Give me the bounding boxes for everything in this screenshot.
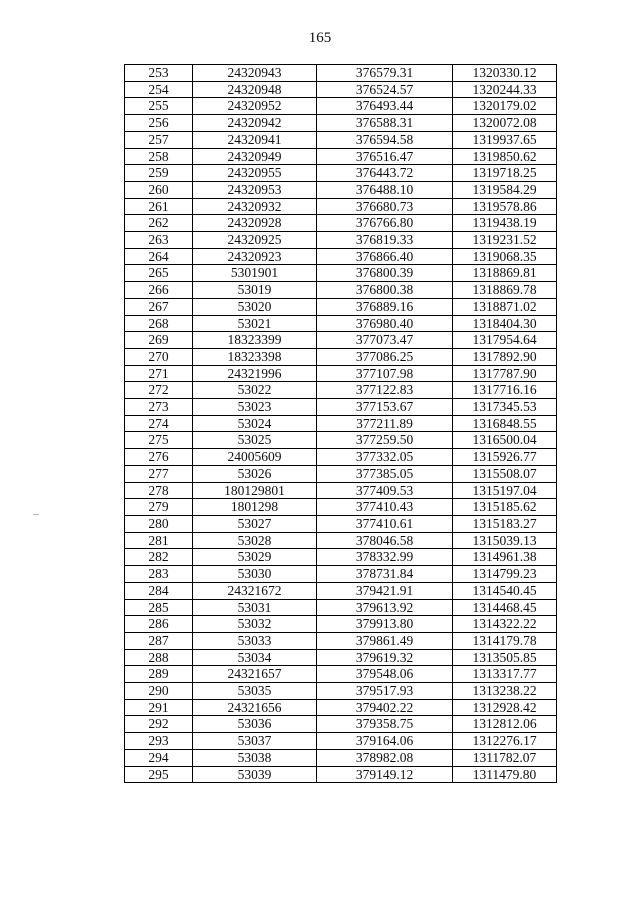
table-row — [125, 165, 557, 182]
point-id-cell: 53023 — [193, 399, 317, 416]
row-index-cell: 254 — [125, 81, 193, 98]
coordinate-x-cell: 376866.40 — [317, 248, 453, 265]
point-id-cell: 180129801 — [193, 482, 317, 499]
table-row — [125, 181, 557, 198]
coordinates-table — [124, 64, 557, 783]
table-row — [125, 566, 557, 583]
coordinate-x-cell: 376766.80 — [317, 215, 453, 232]
row-index-cell: 257 — [125, 131, 193, 148]
row-index-cell: 283 — [125, 566, 193, 583]
table-row — [125, 532, 557, 549]
table-row — [125, 131, 557, 148]
point-id-cell: 24320949 — [193, 148, 317, 165]
coordinate-x-cell: 379402.22 — [317, 699, 453, 716]
coordinate-y-cell: 1319584.29 — [453, 181, 557, 198]
row-index-cell: 276 — [125, 449, 193, 466]
table-row — [125, 415, 557, 432]
row-index-cell: 286 — [125, 616, 193, 633]
point-id-cell: 53021 — [193, 315, 317, 332]
coordinate-x-cell: 378046.58 — [317, 532, 453, 549]
coordinate-y-cell: 1320179.02 — [453, 98, 557, 115]
coordinate-y-cell: 1320244.33 — [453, 81, 557, 98]
row-index-cell: 274 — [125, 415, 193, 432]
coordinate-x-cell: 377073.47 — [317, 332, 453, 349]
point-id-cell: 1801298 — [193, 499, 317, 516]
coordinate-y-cell: 1319578.86 — [453, 198, 557, 215]
table-row — [125, 482, 557, 499]
table-row — [125, 115, 557, 132]
point-id-cell: 53026 — [193, 465, 317, 482]
table-row — [125, 65, 557, 82]
row-index-cell: 290 — [125, 683, 193, 700]
table-row — [125, 282, 557, 299]
row-index-cell: 258 — [125, 148, 193, 165]
coordinate-y-cell: 1319231.52 — [453, 232, 557, 249]
table-row — [125, 399, 557, 416]
table-row — [125, 499, 557, 516]
coordinate-x-cell: 377086.25 — [317, 348, 453, 365]
point-id-cell: 53035 — [193, 683, 317, 700]
row-index-cell: 273 — [125, 399, 193, 416]
row-index-cell: 270 — [125, 348, 193, 365]
coordinate-x-cell: 376800.38 — [317, 282, 453, 299]
point-id-cell: 53030 — [193, 566, 317, 583]
row-index-cell: 256 — [125, 115, 193, 132]
coordinate-y-cell: 1320072.08 — [453, 115, 557, 132]
table-row — [125, 616, 557, 633]
table-row — [125, 699, 557, 716]
coordinate-y-cell: 1315039.13 — [453, 532, 557, 549]
row-index-cell: 262 — [125, 215, 193, 232]
point-id-cell: 53024 — [193, 415, 317, 432]
point-id-cell: 53019 — [193, 282, 317, 299]
coordinate-x-cell: 379861.49 — [317, 632, 453, 649]
point-id-cell: 24320948 — [193, 81, 317, 98]
coordinate-y-cell: 1312812.06 — [453, 716, 557, 733]
coordinate-x-cell: 378332.99 — [317, 549, 453, 566]
point-id-cell: 24320932 — [193, 198, 317, 215]
point-id-cell: 24321656 — [193, 699, 317, 716]
table-row — [125, 348, 557, 365]
table-row — [125, 148, 557, 165]
coordinate-y-cell: 1317787.90 — [453, 365, 557, 382]
point-id-cell: 24320942 — [193, 115, 317, 132]
coordinate-y-cell: 1316500.04 — [453, 432, 557, 449]
coordinate-y-cell: 1319850.62 — [453, 148, 557, 165]
row-index-cell: 271 — [125, 365, 193, 382]
coordinate-x-cell: 377385.05 — [317, 465, 453, 482]
coordinate-y-cell: 1312276.17 — [453, 733, 557, 750]
coordinate-y-cell: 1320330.12 — [453, 65, 557, 82]
coordinate-y-cell: 1317892.90 — [453, 348, 557, 365]
point-id-cell: 18323398 — [193, 348, 317, 365]
coordinate-y-cell: 1315926.77 — [453, 449, 557, 466]
coordinate-y-cell: 1318869.78 — [453, 282, 557, 299]
coordinate-x-cell: 376488.10 — [317, 181, 453, 198]
point-id-cell: 53032 — [193, 616, 317, 633]
coordinate-x-cell: 379421.91 — [317, 582, 453, 599]
coordinates-table-body — [125, 65, 557, 783]
row-index-cell: 291 — [125, 699, 193, 716]
point-id-cell: 53022 — [193, 382, 317, 399]
table-row — [125, 98, 557, 115]
row-index-cell: 267 — [125, 298, 193, 315]
coordinate-x-cell: 377409.53 — [317, 482, 453, 499]
row-index-cell: 255 — [125, 98, 193, 115]
coordinate-x-cell: 379913.80 — [317, 616, 453, 633]
table-row — [125, 716, 557, 733]
table-row — [125, 265, 557, 282]
coordinate-x-cell: 376588.31 — [317, 115, 453, 132]
row-index-cell: 266 — [125, 282, 193, 299]
coordinate-x-cell: 376524.57 — [317, 81, 453, 98]
point-id-cell: 18323399 — [193, 332, 317, 349]
coordinate-x-cell: 376800.39 — [317, 265, 453, 282]
coordinate-y-cell: 1319937.65 — [453, 131, 557, 148]
coordinate-y-cell: 1314468.45 — [453, 599, 557, 616]
coordinate-y-cell: 1315508.07 — [453, 465, 557, 482]
table-row — [125, 432, 557, 449]
point-id-cell: 53036 — [193, 716, 317, 733]
point-id-cell: 24005609 — [193, 449, 317, 466]
coordinate-y-cell: 1313317.77 — [453, 666, 557, 683]
row-index-cell: 278 — [125, 482, 193, 499]
coordinate-y-cell: 1319718.25 — [453, 165, 557, 182]
table-row — [125, 198, 557, 215]
point-id-cell: 5301901 — [193, 265, 317, 282]
coordinate-x-cell: 377107.98 — [317, 365, 453, 382]
point-id-cell: 24321672 — [193, 582, 317, 599]
coordinate-y-cell: 1314540.45 — [453, 582, 557, 599]
table-row — [125, 298, 557, 315]
row-index-cell: 294 — [125, 749, 193, 766]
coordinate-x-cell: 376579.31 — [317, 65, 453, 82]
coordinate-x-cell: 377410.43 — [317, 499, 453, 516]
table-row — [125, 232, 557, 249]
point-id-cell: 24320925 — [193, 232, 317, 249]
table-row — [125, 81, 557, 98]
coordinate-y-cell: 1314799.23 — [453, 566, 557, 583]
coordinate-y-cell: 1312928.42 — [453, 699, 557, 716]
coordinate-y-cell: 1318404.30 — [453, 315, 557, 332]
point-id-cell: 53038 — [193, 749, 317, 766]
row-index-cell: 287 — [125, 632, 193, 649]
coordinate-x-cell: 379548.06 — [317, 666, 453, 683]
row-index-cell: 261 — [125, 198, 193, 215]
coordinate-x-cell: 377259.50 — [317, 432, 453, 449]
coordinate-x-cell: 379613.92 — [317, 599, 453, 616]
coordinate-x-cell: 377410.61 — [317, 515, 453, 532]
table-row — [125, 632, 557, 649]
coordinate-y-cell: 1318871.02 — [453, 298, 557, 315]
coordinate-y-cell: 1317345.53 — [453, 399, 557, 416]
coordinate-y-cell: 1314961.38 — [453, 549, 557, 566]
table-row — [125, 582, 557, 599]
row-index-cell: 269 — [125, 332, 193, 349]
point-id-cell: 53027 — [193, 515, 317, 532]
row-index-cell: 282 — [125, 549, 193, 566]
coordinate-y-cell: 1317716.16 — [453, 382, 557, 399]
point-id-cell: 53037 — [193, 733, 317, 750]
coordinate-y-cell: 1313238.22 — [453, 683, 557, 700]
coordinate-x-cell: 376594.58 — [317, 131, 453, 148]
coordinate-y-cell: 1315185.62 — [453, 499, 557, 516]
coordinate-x-cell: 377211.89 — [317, 415, 453, 432]
table-row — [125, 449, 557, 466]
coordinate-y-cell: 1316848.55 — [453, 415, 557, 432]
coordinate-x-cell: 379149.12 — [317, 766, 453, 783]
point-id-cell: 24321657 — [193, 666, 317, 683]
table-row — [125, 733, 557, 750]
coordinate-x-cell: 376516.47 — [317, 148, 453, 165]
row-index-cell: 265 — [125, 265, 193, 282]
point-id-cell: 24320955 — [193, 165, 317, 182]
coordinate-x-cell: 379164.06 — [317, 733, 453, 750]
row-index-cell: 289 — [125, 666, 193, 683]
coordinate-x-cell: 376980.40 — [317, 315, 453, 332]
table-row — [125, 315, 557, 332]
point-id-cell: 53033 — [193, 632, 317, 649]
point-id-cell: 53025 — [193, 432, 317, 449]
row-index-cell: 275 — [125, 432, 193, 449]
coordinate-y-cell: 1319438.19 — [453, 215, 557, 232]
row-index-cell: 281 — [125, 532, 193, 549]
table-row — [125, 599, 557, 616]
row-index-cell: 253 — [125, 65, 193, 82]
table-row — [125, 666, 557, 683]
table-row — [125, 549, 557, 566]
coordinate-y-cell: 1313505.85 — [453, 649, 557, 666]
coordinate-x-cell: 377153.67 — [317, 399, 453, 416]
row-index-cell: 284 — [125, 582, 193, 599]
point-id-cell: 24320941 — [193, 131, 317, 148]
coordinate-x-cell: 379517.93 — [317, 683, 453, 700]
page-number: 165 — [308, 30, 332, 46]
coordinate-x-cell: 376680.73 — [317, 198, 453, 215]
row-index-cell: 264 — [125, 248, 193, 265]
coordinate-y-cell: 1314179.78 — [453, 632, 557, 649]
point-id-cell: 53020 — [193, 298, 317, 315]
table-row — [125, 248, 557, 265]
coordinate-x-cell: 376443.72 — [317, 165, 453, 182]
point-id-cell: 53028 — [193, 532, 317, 549]
row-index-cell: 259 — [125, 165, 193, 182]
row-index-cell: 268 — [125, 315, 193, 332]
point-id-cell: 53039 — [193, 766, 317, 783]
coordinate-x-cell: 378731.84 — [317, 566, 453, 583]
row-index-cell: 263 — [125, 232, 193, 249]
table-row — [125, 332, 557, 349]
coordinate-x-cell: 379358.75 — [317, 716, 453, 733]
row-index-cell: 260 — [125, 181, 193, 198]
point-id-cell: 53034 — [193, 649, 317, 666]
table-row — [125, 382, 557, 399]
table-row — [125, 465, 557, 482]
table-row — [125, 515, 557, 532]
coordinate-x-cell: 376493.44 — [317, 98, 453, 115]
row-index-cell: 277 — [125, 465, 193, 482]
row-index-cell: 272 — [125, 382, 193, 399]
table-row — [125, 766, 557, 783]
point-id-cell: 24320952 — [193, 98, 317, 115]
row-index-cell: 285 — [125, 599, 193, 616]
table-row — [125, 749, 557, 766]
coordinate-y-cell: 1311782.07 — [453, 749, 557, 766]
coordinate-y-cell: 1318869.81 — [453, 265, 557, 282]
point-id-cell: 53029 — [193, 549, 317, 566]
coordinate-y-cell: 1311479.80 — [453, 766, 557, 783]
row-index-cell: 292 — [125, 716, 193, 733]
coordinate-x-cell: 377122.83 — [317, 382, 453, 399]
coordinate-x-cell: 379619.32 — [317, 649, 453, 666]
table-row — [125, 215, 557, 232]
point-id-cell: 24320928 — [193, 215, 317, 232]
coordinate-x-cell: 376819.33 — [317, 232, 453, 249]
row-index-cell: 279 — [125, 499, 193, 516]
point-id-cell: 24320943 — [193, 65, 317, 82]
table-row — [125, 649, 557, 666]
coordinate-y-cell: 1315197.04 — [453, 482, 557, 499]
table-row — [125, 683, 557, 700]
point-id-cell: 24320953 — [193, 181, 317, 198]
table-row — [125, 365, 557, 382]
coordinate-y-cell: 1314322.22 — [453, 616, 557, 633]
coordinate-y-cell: 1317954.64 — [453, 332, 557, 349]
row-index-cell: 293 — [125, 733, 193, 750]
coordinate-x-cell: 378982.08 — [317, 749, 453, 766]
margin-mark — [33, 514, 39, 515]
coordinate-y-cell: 1315183.27 — [453, 515, 557, 532]
row-index-cell: 288 — [125, 649, 193, 666]
coordinate-x-cell: 376889.16 — [317, 298, 453, 315]
point-id-cell: 24321996 — [193, 365, 317, 382]
coordinate-x-cell: 377332.05 — [317, 449, 453, 466]
row-index-cell: 295 — [125, 766, 193, 783]
point-id-cell: 24320923 — [193, 248, 317, 265]
point-id-cell: 53031 — [193, 599, 317, 616]
row-index-cell: 280 — [125, 515, 193, 532]
coordinate-y-cell: 1319068.35 — [453, 248, 557, 265]
